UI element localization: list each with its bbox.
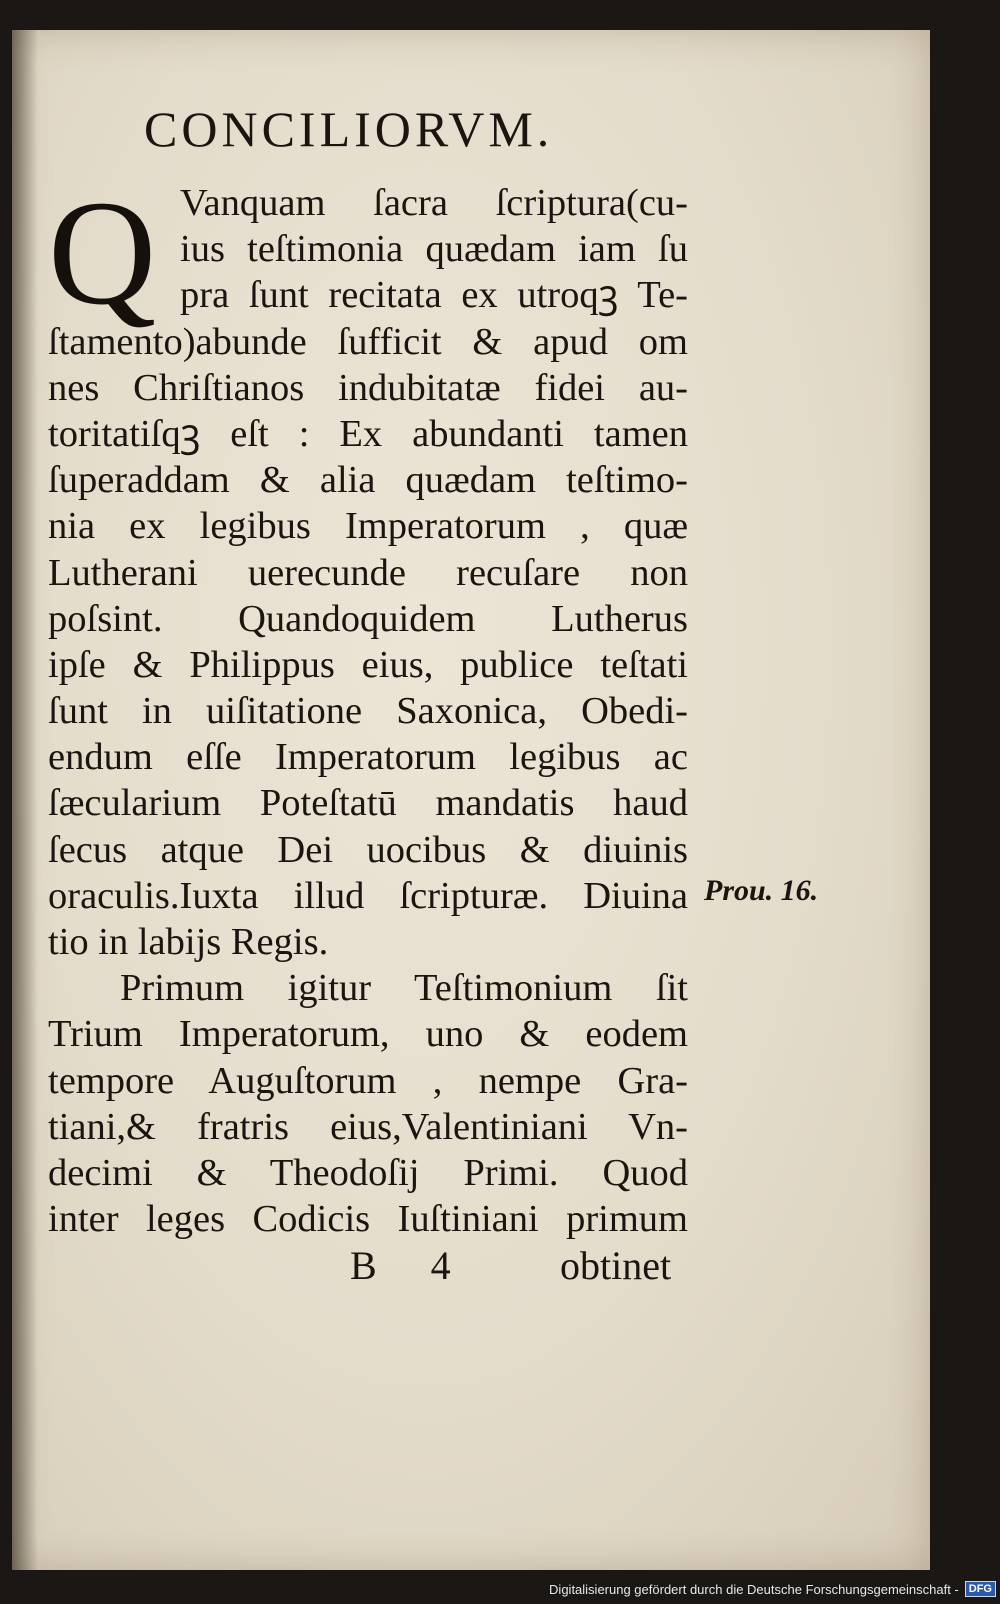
text-line: toritatiſqꝫ eſt : Ex abundanti tamen bbox=[48, 412, 688, 455]
body-text bbox=[48, 170, 688, 1242]
text-line: Lutherani uerecunde recuſare non bbox=[48, 551, 688, 594]
text-line: Primum igitur Teſtimonium ſit bbox=[120, 967, 688, 1010]
text-line: ipſe & Philippus eius, publice teſtati bbox=[48, 643, 688, 686]
text-line: ſæcularium Poteſtatū mandatis haud bbox=[48, 782, 688, 825]
book-page bbox=[12, 30, 930, 1570]
text-line: ſunt in uiſitatione Saxonica, Obedi- bbox=[48, 690, 688, 733]
signature-mark: B 4 bbox=[350, 1243, 473, 1288]
text-line: ſtamento)abunde ſufficit & apud om bbox=[48, 320, 688, 363]
text-line: oraculis.Iuxta illud ſcripturæ. Diuina bbox=[48, 874, 688, 917]
text-line: tio in labijs Regis. bbox=[48, 921, 329, 963]
text-line: inter leges Codicis Iuſtiniani primum bbox=[48, 1198, 688, 1241]
catchword: obtinet bbox=[560, 1243, 672, 1288]
dfg-logo-icon: DFG bbox=[965, 1581, 996, 1597]
drop-initial: Q bbox=[48, 170, 157, 336]
footer-credit: Digitalisierung gefördert durch die Deutsche Forschungsgemeinschaft - bbox=[549, 1581, 959, 1597]
text-line: endum eſſe Imperatorum legibus ac bbox=[48, 736, 688, 779]
text-line: ius teſtimonia quædam iam ſu bbox=[180, 228, 688, 271]
text-line: pra ſunt recitata ex utroqꝫ Te- bbox=[180, 274, 688, 317]
text-line: tempore Auguſtorum , nempe Gra- bbox=[48, 1059, 688, 1102]
text-line: decimi & Theodoſij Primi. Quod bbox=[48, 1151, 688, 1194]
digitization-footer bbox=[549, 1576, 996, 1602]
text-line: ſecus atque Dei uocibus & diuinis bbox=[48, 828, 688, 871]
text-line: ſuperaddam & alia quædam teſtimo- bbox=[48, 459, 688, 502]
text-line: nia ex legibus Imperatorum , quæ bbox=[48, 505, 688, 548]
text-line: poſsint. Quandoquidem Lutherus bbox=[48, 597, 688, 640]
text-line: Vanquam ſacra ſcriptura(cu- bbox=[180, 182, 688, 224]
text-line: Trium Imperatorum, uno & eodem bbox=[48, 1013, 688, 1056]
marginal-note: Prou. 16. bbox=[704, 874, 819, 907]
running-head: CONCILIORVM. bbox=[144, 101, 554, 157]
text-line: tiani,& fratris eius,Valentiniani Vn- bbox=[48, 1105, 688, 1148]
text-line: nes Chriſtianos indubitatæ fidei au- bbox=[48, 366, 688, 409]
